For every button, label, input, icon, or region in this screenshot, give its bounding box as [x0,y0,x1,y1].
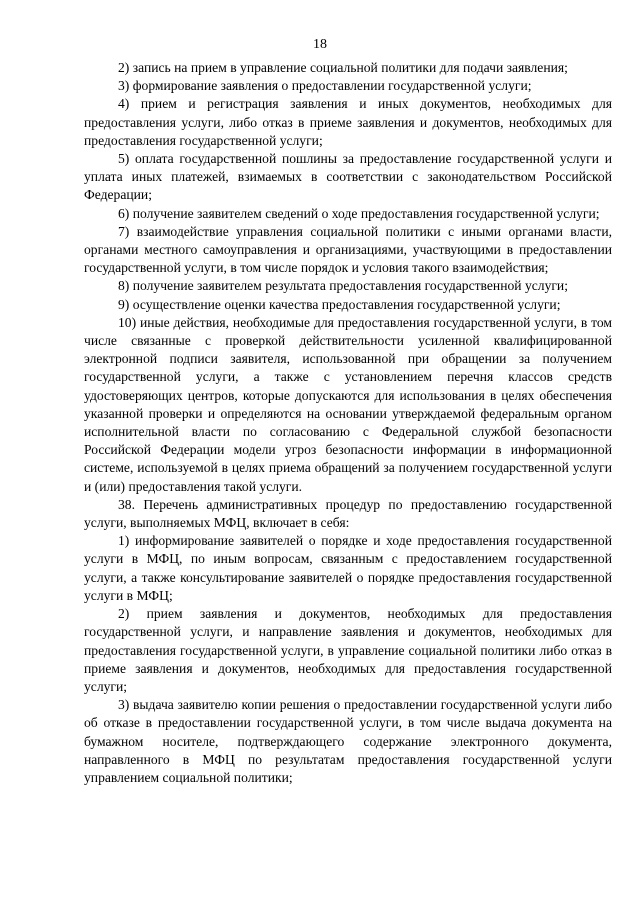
paragraph-item-3-application-forming: 3) формирование заявления о предоставлении государственной услуги; [118,78,532,94]
document-body [84,59,612,787]
paragraph-item-6-progress-info: 6) получение заявителем сведений о ходе предоставления государственной услуги; [118,205,600,221]
paragraph-item-4-reception-registration: 4) прием и регистрация заявления и иных документов, необходимых для предоставления услуги, либо отказ в приеме заявления и документов, необходимых для предоставления государственной услуги; [84,96,612,148]
paragraph-mfc-item-3-issuance: 3) выдача заявителю копии решения о предоставлении государственной услуги либо об отказе в предоставлении государственной услуги, в том числе выдача документа на бумажном носителе, подтверждающего содержание электронного документа, направленного в МФЦ по результатам предоставления государственной услуги управлением социальной политики; [84,697,612,785]
paragraph-item-8-result: 8) получение заявителем результата предоставления государственной услуги; [118,278,568,294]
paragraph-item-9-quality-assessment: 9) осуществление оценки качества предоставления государственной услуги; [118,296,561,312]
paragraph-item-7-interaction: 7) взаимодействие управления социальной политики с иными органами власти, органами местного самоуправления и организациями, участвующими в предоставлении государственной услуги, в том числе порядок и условия такого взаимодействия; [84,223,612,276]
paragraph-mfc-item-1-informing: 1) информирование заявителей о порядке и ходе предоставления государственной услуги в МФЦ, по иным вопросам, связанным с предоставлением государственной услуги, а также консультирование заявителей о порядке предоставления государственной услуги в МФЦ; [84,533,612,603]
paragraph-section-38: 38. Перечень административных процедур по предоставлению государственной услуги, выполняемых МФЦ, включает в себя: [84,496,612,531]
paragraph-mfc-item-2-reception: 2) прием заявления и документов, необходимых для предоставления государственной услуги, и направление заявления и документов, необходимых для предоставления государственной услуги, в управление социальной политики либо отказ в приеме заявления и документов, необходимых для предоставления государственной услуги; [84,606,612,694]
page-number: 18 [313,37,327,52]
paragraph-item-5-state-fee: 5) оплата государственной пошлины за предоставление государственной услуги и уплата иных платежей, взимаемых в соответствии с законодательством Российской Федерации; [84,151,612,203]
paragraph-item-2-appointment: 2) запись на прием в управление социальной политики для подачи заявления; [118,60,568,75]
paragraph-item-10-other-actions: 10) иные действия, необходимые для предоставления государственной услуги, в том числе связанные с проверкой действительности усиленной квалифицированной электронной подписи заявителя, использованной при обращении за получением государственной услуги, а также с установлением перечня классов средств удостоверяющих центров, которые допускаются для использования в целях обеспечения указанной проверки и определяются на основании утверждаемой федеральным органом исполнительной власти по согласованию с Федеральной службой безопасности Российской Федерации модели угроз безопасности информации в информационной системе, используемой в целях приема обращений за получением государственной услуги и (или) предоставления такой услуги. [84,314,612,494]
